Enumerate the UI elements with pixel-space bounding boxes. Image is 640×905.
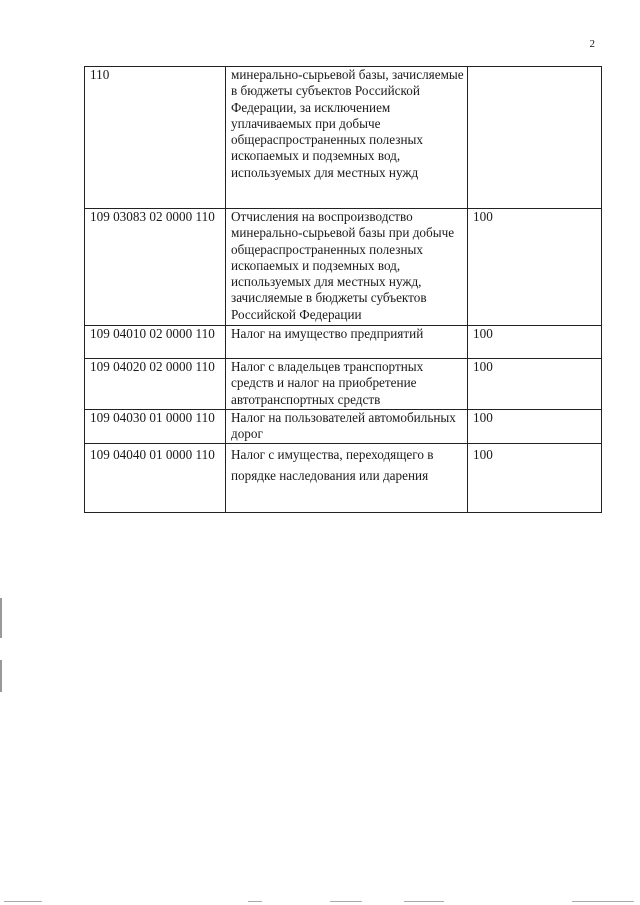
table-row (85, 410, 602, 444)
table-row (85, 326, 602, 359)
norm-percent-cell: 100 (468, 326, 602, 359)
revenue-name-cell: Отчисления на воспроизводство минерально-сырьевой базы при добыче общераспространенных полезных ископаемых и подземных вод, используемых для местных нужд, зачисляемые в бюджеты субъектов Российской Федерации (226, 209, 468, 326)
scan-bottom-mark (404, 901, 444, 902)
norm-percent-cell: 100 (468, 410, 602, 444)
revenue-code-cell: 109 04030 01 0000 110 (85, 410, 226, 444)
norm-percent-cell: 100 (468, 359, 602, 410)
scan-bottom-mark (572, 901, 634, 902)
revenue-code-cell: 109 03083 02 0000 110 (85, 209, 226, 326)
table-row (85, 443, 602, 512)
scan-bottom-mark (248, 901, 262, 902)
table-row (85, 67, 602, 209)
revenue-name-cell: минерально-сырьевой базы, зачисляемые в бюджеты субъектов Российской Федерации, за исключением уплачиваемых при добыче общераспространенных полезных ископаемых и подземных вод, используемых для местных нужд (226, 67, 468, 209)
revenue-code-cell: 109 04010 02 0000 110 (85, 326, 226, 359)
revenue-code-cell: 109 04040 01 0000 110 (85, 443, 226, 512)
table-row (85, 209, 602, 326)
table-row (85, 359, 602, 410)
revenue-name-cell: Налог на имущество предприятий (226, 326, 468, 359)
revenue-code-cell: 110 (85, 67, 226, 209)
norm-percent-cell: 100 (468, 443, 602, 512)
scan-edge-mark (0, 598, 2, 638)
revenue-name-cell: Налог с владельцев транспортных средств и налог на приобретение автотранспортных средств (226, 359, 468, 410)
revenue-code-cell: 109 04020 02 0000 110 (85, 359, 226, 410)
page-number: 2 (589, 38, 595, 50)
scan-bottom-mark (330, 901, 362, 902)
scan-edge-mark (0, 660, 2, 692)
scan-bottom-mark (4, 901, 42, 902)
budget-revenue-table (84, 66, 602, 513)
revenue-name-cell: Налог с имущества, переходящего в порядке наследования или дарения (226, 443, 468, 512)
norm-percent-cell (468, 67, 602, 209)
norm-percent-cell: 100 (468, 209, 602, 326)
revenue-name-cell: Налог на пользователей автомобильных дорог (226, 410, 468, 444)
